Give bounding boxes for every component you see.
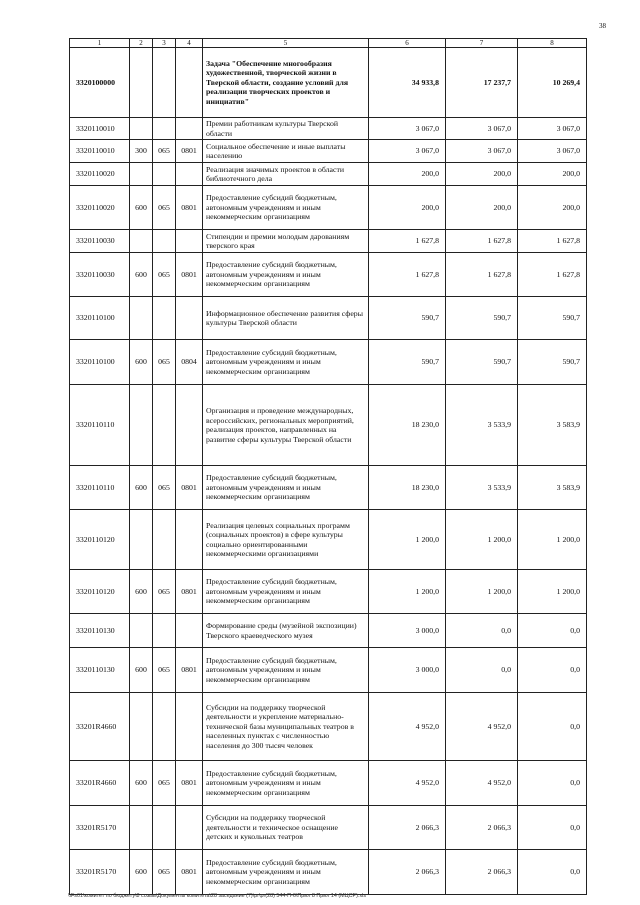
amount-col7-cell: 0,0 [446,648,518,693]
table-row [70,230,587,253]
amount-col8-cell: 3 583,9 [518,466,587,510]
amount-col8-cell: 590,7 [518,340,587,385]
vr-code-cell: 600 [130,850,153,895]
table-row [70,163,587,186]
kbk-code-cell: 3320110100 [70,297,130,340]
ved-code-cell: 065 [153,253,176,297]
amount-col7-cell: 1 200,0 [446,570,518,614]
column-header: 5 [203,39,369,48]
ved-code-cell: 065 [153,570,176,614]
amount-col6-cell: 3 067,0 [369,140,446,163]
rzpr-code-cell [176,48,203,118]
amount-col6-cell: 3 000,0 [369,614,446,648]
amount-col8-cell: 3 067,0 [518,140,587,163]
vr-code-cell [130,118,153,140]
amount-col8-cell: 0,0 [518,693,587,761]
kbk-code-cell: 3320110030 [70,230,130,253]
amount-col6-cell: 1 627,8 [369,230,446,253]
amount-col8-cell: 0,0 [518,761,587,806]
table-row [70,648,587,693]
rzpr-code-cell: 0801 [176,186,203,230]
description-cell: Субсидии на поддержку творческой деятельности и техническое оснащение детских и кукольных театров [203,806,369,850]
ved-code-cell: 065 [153,140,176,163]
ved-code-cell [153,118,176,140]
table-row [70,510,587,570]
ved-code-cell: 065 [153,850,176,895]
ved-code-cell [153,693,176,761]
vr-code-cell [130,385,153,466]
amount-col7-cell: 590,7 [446,297,518,340]
amount-col7-cell: 4 952,0 [446,693,518,761]
rzpr-code-cell: 0801 [176,253,203,297]
vr-code-cell [130,693,153,761]
vr-code-cell [130,163,153,186]
amount-col8-cell: 1 627,8 [518,230,587,253]
kbk-code-cell: 3320110120 [70,510,130,570]
vr-code-cell: 600 [130,466,153,510]
amount-col7-cell: 0,0 [446,614,518,648]
table-row [70,340,587,385]
vr-code-cell [130,510,153,570]
kbk-code-cell: 33201R4660 [70,693,130,761]
kbk-code-cell: 3320100000 [70,48,130,118]
amount-col8-cell: 0,0 [518,614,587,648]
amount-col6-cell: 2 066,3 [369,850,446,895]
kbk-code-cell: 33201R5170 [70,850,130,895]
amount-col8-cell: 3 067,0 [518,118,587,140]
amount-col6-cell: 34 933,8 [369,48,446,118]
amount-col6-cell: 4 952,0 [369,761,446,806]
file-path-footer: \\Fs01\комитет по бюджету\8 созыв\Документы комитета\28 заседание (7)\pr\pr(28) 544-П-6\Прил 8 Прил 14 (МЦСР).xls [68,893,367,899]
vr-code-cell [130,297,153,340]
amount-col7-cell: 590,7 [446,340,518,385]
ved-code-cell: 065 [153,761,176,806]
vr-code-cell [130,230,153,253]
kbk-code-cell: 3320110020 [70,186,130,230]
amount-col8-cell: 0,0 [518,806,587,850]
kbk-code-cell: 3320110030 [70,253,130,297]
kbk-code-cell: 3320110010 [70,140,130,163]
amount-col8-cell: 10 269,4 [518,48,587,118]
amount-col8-cell: 200,0 [518,186,587,230]
amount-col8-cell: 1 200,0 [518,510,587,570]
description-cell: Социальное обеспечение и иные выплаты населению [203,140,369,163]
rzpr-code-cell: 0801 [176,648,203,693]
description-cell: Субсидии на поддержку творческой деятельности и укрепление материально-технической базы муниципальных театров в населенных пунктах с численностью населения до 300 тысяч человек [203,693,369,761]
amount-col7-cell: 17 237,7 [446,48,518,118]
ved-code-cell: 065 [153,340,176,385]
description-cell: Предоставление субсидий бюджетным, автономным учреждениям и иным некоммерческим организациям [203,340,369,385]
rzpr-code-cell [176,510,203,570]
amount-col8-cell: 590,7 [518,297,587,340]
rzpr-code-cell [176,230,203,253]
amount-col6-cell: 3 000,0 [369,648,446,693]
rzpr-code-cell [176,693,203,761]
table-row [70,253,587,297]
column-header: 4 [176,39,203,48]
vr-code-cell: 600 [130,761,153,806]
amount-col7-cell: 3 067,0 [446,140,518,163]
column-header: 7 [446,39,518,48]
amount-col8-cell: 3 583,9 [518,385,587,466]
amount-col6-cell: 18 230,0 [369,466,446,510]
rzpr-code-cell: 0801 [176,570,203,614]
amount-col7-cell: 1 627,8 [446,230,518,253]
column-header: 3 [153,39,176,48]
vr-code-cell [130,48,153,118]
amount-col7-cell: 2 066,3 [446,806,518,850]
rzpr-code-cell [176,614,203,648]
amount-col7-cell: 1 627,8 [446,253,518,297]
kbk-code-cell: 3320110120 [70,570,130,614]
amount-col7-cell: 3 533,9 [446,466,518,510]
table-row [70,693,587,761]
kbk-code-cell: 3320110130 [70,648,130,693]
rzpr-code-cell [176,385,203,466]
vr-code-cell [130,806,153,850]
ved-code-cell [153,510,176,570]
ved-code-cell [153,614,176,648]
rzpr-code-cell [176,163,203,186]
rzpr-code-cell: 0801 [176,850,203,895]
table-row [70,466,587,510]
amount-col7-cell: 200,0 [446,163,518,186]
amount-col6-cell: 1 200,0 [369,510,446,570]
rzpr-code-cell: 0801 [176,761,203,806]
description-cell: Предоставление субсидий бюджетным, автономным учреждениям и иным некоммерческим организациям [203,253,369,297]
amount-col8-cell: 1 627,8 [518,253,587,297]
table-row [70,614,587,648]
rzpr-code-cell: 0801 [176,466,203,510]
kbk-code-cell: 3320110130 [70,614,130,648]
description-cell: Стипендии и премии молодым дарованиям тверского края [203,230,369,253]
table-row [70,186,587,230]
amount-col6-cell: 590,7 [369,297,446,340]
amount-col6-cell: 18 230,0 [369,385,446,466]
amount-col6-cell: 4 952,0 [369,693,446,761]
column-header: 6 [369,39,446,48]
description-cell: Предоставление субсидий бюджетным, автономным учреждениям и иным некоммерческим организациям [203,648,369,693]
ved-code-cell [153,230,176,253]
amount-col6-cell: 1 200,0 [369,570,446,614]
column-header: 8 [518,39,587,48]
table-row [70,806,587,850]
ved-code-cell [153,297,176,340]
kbk-code-cell: 3320110110 [70,385,130,466]
description-cell: Формирование среды (музейной экспозиции) Тверского краеведческого музея [203,614,369,648]
vr-code-cell [130,614,153,648]
rzpr-code-cell: 0801 [176,140,203,163]
ved-code-cell [153,163,176,186]
description-cell: Предоставление субсидий бюджетным, автономным учреждениям и иным некоммерческим организациям [203,850,369,895]
table-row [70,761,587,806]
amount-col8-cell: 1 200,0 [518,570,587,614]
budget-table [69,38,587,895]
table-row [70,850,587,895]
kbk-code-cell: 3320110110 [70,466,130,510]
description-cell: Задача "Обеспечение многообразия художественной, творческой жизни в Тверской области, создание условий для реализации творческих проектов и инициатив" [203,48,369,118]
description-cell: Предоставление субсидий бюджетным, автономным учреждениям и иным некоммерческим организациям [203,466,369,510]
amount-col7-cell: 2 066,3 [446,850,518,895]
vr-code-cell: 600 [130,186,153,230]
table-row [70,140,587,163]
amount-col8-cell: 0,0 [518,648,587,693]
table-row [70,118,587,140]
amount-col6-cell: 200,0 [369,186,446,230]
column-number-row [70,39,587,48]
vr-code-cell: 600 [130,570,153,614]
amount-col7-cell: 200,0 [446,186,518,230]
description-cell: Организация и проведение международных, всероссийских, региональных мероприятий, реализация проектов, направленных на развитие сферы культуры Тверской области [203,385,369,466]
amount-col6-cell: 3 067,0 [369,118,446,140]
vr-code-cell: 300 [130,140,153,163]
ved-code-cell [153,48,176,118]
amount-col7-cell: 1 200,0 [446,510,518,570]
ved-code-cell [153,806,176,850]
amount-col6-cell: 200,0 [369,163,446,186]
table-row [70,570,587,614]
page-number: 38 [599,22,606,30]
column-header: 2 [130,39,153,48]
amount-col6-cell: 2 066,3 [369,806,446,850]
description-cell: Предоставление субсидий бюджетным, автономным учреждениям и иным некоммерческим организациям [203,570,369,614]
kbk-code-cell: 3320110100 [70,340,130,385]
description-cell: Реализация значимых проектов в области библиотечного дела [203,163,369,186]
table-row [70,297,587,340]
table-row [70,48,587,118]
rzpr-code-cell [176,118,203,140]
vr-code-cell: 600 [130,648,153,693]
ved-code-cell: 065 [153,186,176,230]
ved-code-cell: 065 [153,648,176,693]
table-body [70,48,587,895]
amount-col6-cell: 1 627,8 [369,253,446,297]
amount-col7-cell: 3 533,9 [446,385,518,466]
ved-code-cell: 065 [153,466,176,510]
amount-col8-cell: 0,0 [518,850,587,895]
amount-col7-cell: 3 067,0 [446,118,518,140]
description-cell: Информационное обеспечение развития сферы культуры Тверской области [203,297,369,340]
kbk-code-cell: 33201R5170 [70,806,130,850]
vr-code-cell: 600 [130,340,153,385]
rzpr-code-cell [176,806,203,850]
vr-code-cell: 600 [130,253,153,297]
amount-col7-cell: 4 952,0 [446,761,518,806]
table-row [70,385,587,466]
description-cell: Реализация целевых социальных программ (социальных проектов) в сфере культуры социально ориентированными некоммерческими организациями [203,510,369,570]
rzpr-code-cell [176,297,203,340]
description-cell: Премии работникам культуры Тверской области [203,118,369,140]
description-cell: Предоставление субсидий бюджетным, автономным учреждениям и иным некоммерческим организациям [203,761,369,806]
amount-col8-cell: 200,0 [518,163,587,186]
amount-col6-cell: 590,7 [369,340,446,385]
kbk-code-cell: 3320110020 [70,163,130,186]
rzpr-code-cell: 0804 [176,340,203,385]
kbk-code-cell: 33201R4660 [70,761,130,806]
column-header: 1 [70,39,130,48]
description-cell: Предоставление субсидий бюджетным, автономным учреждениям и иным некоммерческим организациям [203,186,369,230]
ved-code-cell [153,385,176,466]
kbk-code-cell: 3320110010 [70,118,130,140]
